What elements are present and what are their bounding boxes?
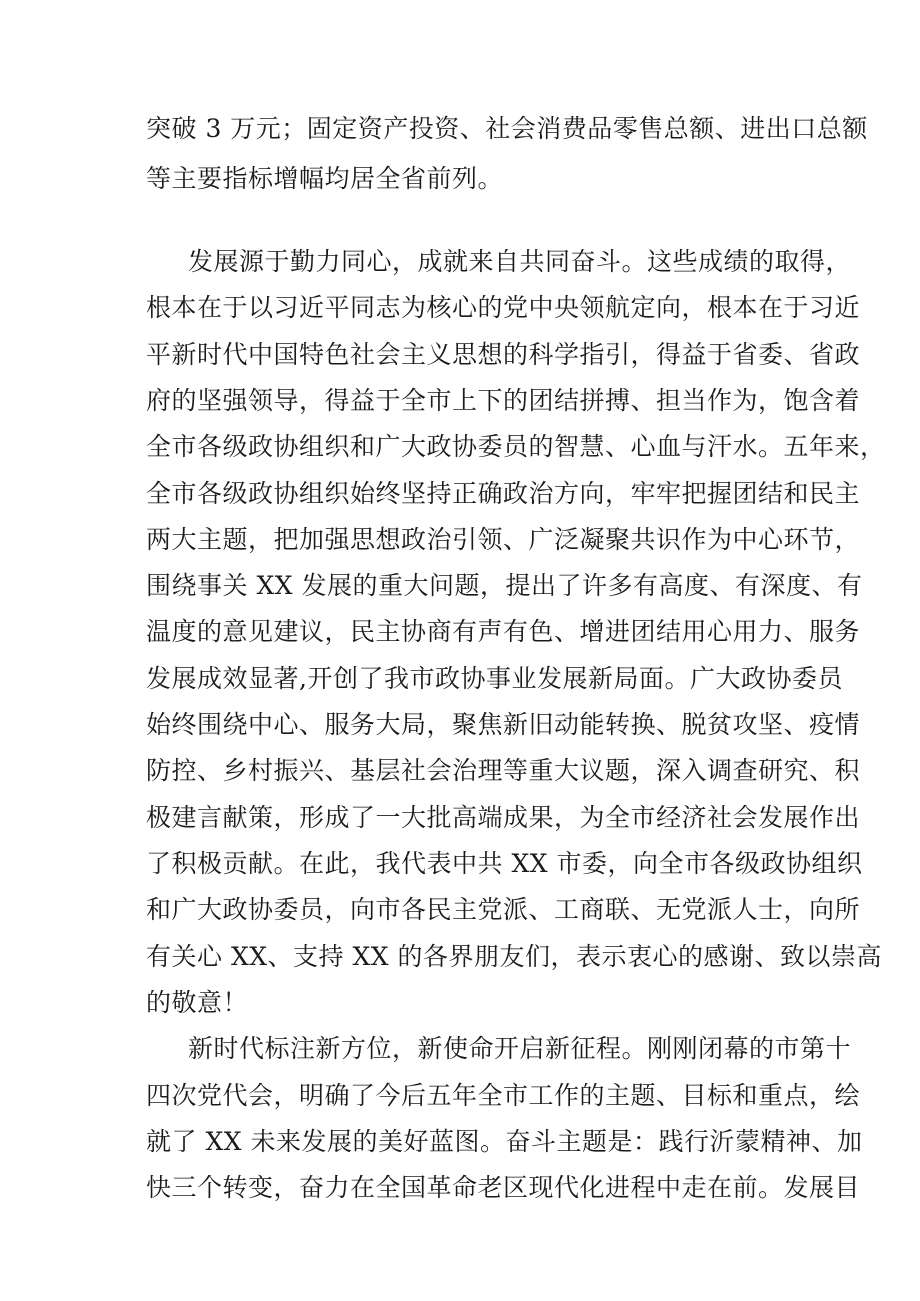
text-line: 突破 3 万元；固定资产投资、社会消费品零售总额、进出口总额 bbox=[146, 114, 868, 143]
text-line: 根本在于以习近平同志为核心的党中央领航定向，根本在于习近 bbox=[146, 293, 861, 322]
text-line: 极建言献策，形成了一大批高端成果，为全市经济社会发展作出 bbox=[146, 803, 861, 832]
text-line: 等主要指标增幅均居全省前列。 bbox=[146, 164, 504, 193]
text-line: 发展成效显著,开创了我市政协事业发展新局面。广大政协委员 bbox=[146, 664, 843, 693]
text-line: 了积极贡献。在此，我代表中共 XX 市委，向全市各级政协组织 bbox=[146, 849, 863, 878]
text-line: 快三个转变，奋力在全国革命老区现代化进程中走在前。发展目 bbox=[146, 1173, 861, 1202]
text-line: 平新时代中国特色社会主义思想的科学指引，得益于省委、省政 bbox=[146, 340, 861, 369]
text-line: 和广大政协委员，向市各民主党派、工商联、无党派人士，向所 bbox=[146, 895, 861, 924]
text-line: 的敬意！ bbox=[146, 988, 249, 1017]
text-line: 温度的意见建议，民主协商有声有色、增进团结用心用力、服务 bbox=[146, 617, 861, 646]
paragraph-first-line: 新时代标注新方位，新使命开启新征程。刚刚闭幕的市第十 bbox=[188, 1034, 852, 1063]
text-line: 全市各级政协组织和广大政协委员的智慧、心血与汗水。五年来， bbox=[146, 432, 886, 461]
text-line: 有关心 XX、支持 XX 的各界朋友们，表示衷心的感谢、致以崇高 bbox=[146, 942, 883, 971]
text-line: 四次党代会，明确了今后五年全市工作的主题、目标和重点，绘 bbox=[146, 1081, 861, 1110]
text-line: 围绕事关 XX 发展的重大问题，提出了许多有高度、有深度、有 bbox=[146, 571, 863, 600]
paragraph-first-line: 发展源于勤力同心，成就来自共同奋斗。这些成绩的取得， bbox=[188, 247, 852, 276]
text-line: 就了 XX 未来发展的美好蓝图。奋斗主题是：践行沂蒙精神、加 bbox=[146, 1127, 863, 1156]
text-line: 府的坚强领导，得益于全市上下的团结拼搏、担当作为，饱含着 bbox=[146, 386, 861, 415]
text-line: 始终围绕中心、服务大局，聚焦新旧动能转换、脱贫攻坚、疫情 bbox=[146, 710, 861, 739]
text-line: 两大主题，把加强思想政治引领、广泛凝聚共识作为中心环节， bbox=[146, 525, 861, 554]
text-line: 全市各级政协组织始终坚持正确政治方向，牢牢把握团结和民主 bbox=[146, 479, 861, 508]
text-line: 防控、乡村振兴、基层社会治理等重大议题，深入调查研究、积 bbox=[146, 756, 861, 785]
